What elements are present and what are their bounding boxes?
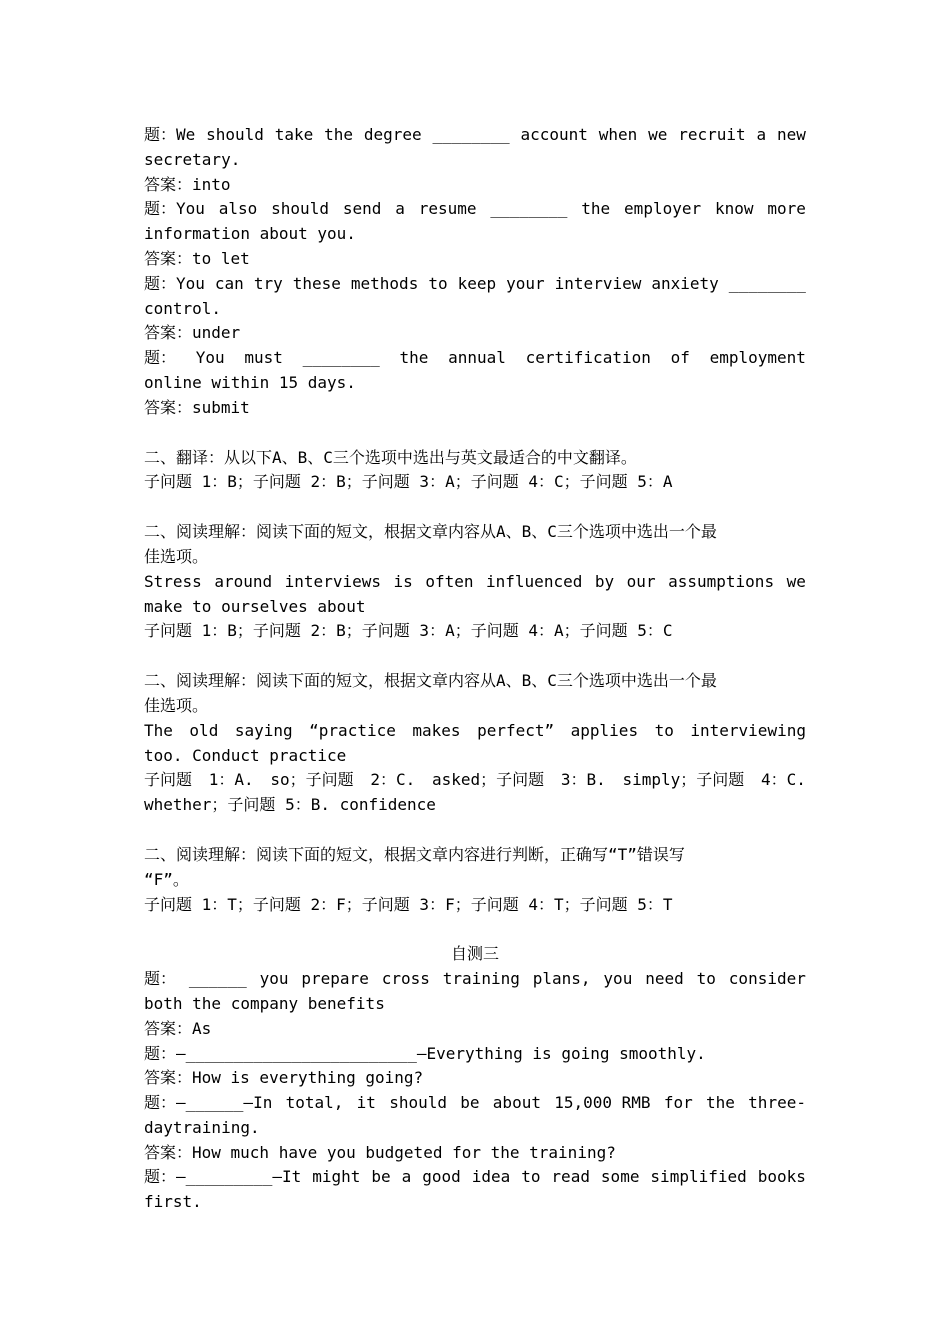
reading-3-heading-line-2: “F”。	[144, 869, 189, 889]
word: new	[776, 125, 806, 144]
question-1-line-1	[144, 123, 806, 148]
word: perfect”	[477, 720, 555, 740]
selftest-question-2: 题：—________________________—Everything is going smoothly.	[144, 1043, 706, 1063]
word: applies	[570, 720, 639, 740]
word: take	[274, 125, 314, 144]
selftest-question-4-line-1	[144, 1165, 806, 1190]
reading-2-answers-line-1	[144, 768, 806, 793]
word: old	[189, 720, 219, 740]
word: 题：	[144, 348, 177, 368]
word: our	[626, 571, 656, 591]
word: to	[428, 273, 448, 293]
word: makes	[412, 720, 461, 740]
word: influenced	[486, 571, 583, 591]
word: interviewing	[690, 720, 806, 740]
word: asked；子问题	[431, 770, 545, 790]
answer-4: 答案：submit	[144, 397, 250, 417]
word: ________	[728, 273, 806, 293]
word: 题：You	[144, 199, 205, 219]
word: 15,000 RMB	[554, 1093, 651, 1113]
word: interview	[554, 273, 642, 293]
word: the	[706, 1093, 735, 1113]
word: 子问题	[144, 770, 193, 790]
word: ________	[432, 125, 510, 144]
word: 题：	[144, 969, 177, 989]
word: simply；子问题	[622, 770, 745, 790]
question-4-line-2: online within 15 days.	[144, 372, 356, 392]
word: so；子问题	[270, 770, 354, 790]
word: total,	[285, 1093, 344, 1113]
selftest-question-3-line-1	[144, 1091, 806, 1116]
reading-1-heading-line-1: 二、阅读理解：阅读下面的短文，根据文章内容从A、B、C三个选项中选出一个最	[144, 522, 717, 542]
word: read	[551, 1167, 590, 1187]
selftest-title: 自测三	[450, 944, 499, 964]
reading-2-text-line-2: too. Conduct practice	[144, 745, 347, 765]
spacer	[144, 644, 806, 669]
word: when	[598, 125, 638, 144]
word: ______	[188, 969, 247, 989]
word: the	[581, 199, 611, 219]
word: simplified	[650, 1167, 747, 1187]
word: methods	[350, 273, 419, 293]
word: degree	[363, 125, 422, 144]
spacer	[144, 818, 806, 843]
reading-1-text-line-1	[144, 570, 806, 595]
word: plans,	[532, 969, 591, 989]
spacer	[144, 421, 806, 446]
word: need	[645, 969, 684, 989]
word: the	[399, 348, 429, 368]
question-3-line-2: control.	[144, 298, 222, 318]
word: to	[654, 720, 674, 740]
word: prepare	[301, 969, 369, 989]
question-2-line-1	[144, 197, 806, 222]
reading-1-answers: 子问题 1：B；子问题 2：B；子问题 3：A；子问题 4：A；子问题 5：C	[144, 621, 673, 641]
word: 题：We	[144, 125, 196, 144]
selftest-question-1-line-1	[144, 967, 806, 992]
word: you	[259, 969, 289, 989]
word: be	[371, 1167, 391, 1187]
selftest-question-3-line-2: daytraining.	[144, 1117, 260, 1137]
word: to	[521, 1167, 541, 1187]
reading-2-text-line-1	[144, 719, 806, 744]
word: we	[648, 125, 668, 144]
word: employer	[624, 199, 702, 219]
word: try	[253, 273, 283, 293]
word: 题：—______—In	[144, 1093, 273, 1113]
word: cross	[381, 969, 430, 989]
word: might	[312, 1167, 361, 1187]
spacer	[144, 495, 806, 520]
word: Stress	[144, 571, 202, 591]
word: ________	[302, 348, 380, 368]
word: certification	[525, 348, 651, 368]
word: a	[395, 199, 405, 219]
word: books	[757, 1167, 806, 1187]
word: 题：—_________—It	[144, 1167, 302, 1187]
answer-2: 答案：to let	[144, 248, 250, 268]
question-3-line-1	[144, 272, 806, 297]
word: it	[356, 1093, 376, 1113]
document-content	[144, 123, 806, 1215]
word: should	[271, 199, 329, 219]
reading-1-heading-line-2: 佳选项。	[144, 546, 209, 566]
word: employment	[709, 348, 806, 368]
reading-2-heading-line-1: 二、阅读理解：阅读下面的短文，根据文章内容从A、B、C三个选项中选出一个最	[144, 671, 717, 691]
word: 1：A.	[208, 770, 254, 790]
word: we	[786, 571, 806, 591]
word: 2：C.	[370, 770, 416, 790]
word: about	[492, 1093, 541, 1113]
word: assumptions	[668, 571, 775, 591]
word: good	[422, 1167, 461, 1187]
word: send	[342, 199, 382, 219]
word: training	[442, 969, 520, 989]
word: know	[714, 199, 754, 219]
reading-2-answers-line-2: whether；子问题 5：B. confidence	[144, 795, 436, 815]
word: interviews	[284, 571, 381, 591]
word: to	[696, 969, 716, 989]
word: be	[460, 1093, 480, 1113]
word: anxiety	[651, 273, 719, 293]
word: the	[324, 125, 354, 144]
word: three-	[748, 1093, 806, 1113]
translation-heading: 二、翻译：从以下A、B、C三个选项中选出与英文最适合的中文翻译。	[144, 447, 637, 467]
selftest-question-4-line-2: first.	[144, 1192, 202, 1212]
selftest-answer-3: 答案：How much have you budgeted for the training?	[144, 1142, 616, 1162]
word: annual	[448, 348, 506, 368]
word: “practice	[309, 720, 396, 740]
selftest-question-1-line-2: both the company benefits	[144, 993, 385, 1013]
word: saying	[234, 720, 293, 740]
word: should	[206, 125, 264, 144]
question-4-line-1	[144, 346, 806, 371]
answer-1: 答案：into	[144, 174, 231, 194]
word: 3：B.	[560, 770, 606, 790]
question-2-line-2: information about you.	[144, 224, 356, 244]
word: of	[670, 348, 690, 368]
word: ________	[490, 199, 568, 219]
word: also	[218, 199, 258, 219]
word: a	[756, 125, 767, 144]
word: You	[195, 348, 225, 368]
word: resume	[418, 199, 477, 219]
word: around	[214, 571, 273, 591]
selftest-answer-2: 答案：How is everything going?	[144, 1068, 424, 1088]
word: can	[214, 273, 244, 293]
word: 4：C.	[761, 770, 806, 790]
translation-answers: 子问题 1：B；子问题 2：B；子问题 3：A；子问题 4：C；子问题 5：A	[144, 472, 673, 492]
reading-2-heading-line-2: 佳选项。	[144, 695, 209, 715]
selftest-answer-1: 答案：As	[144, 1018, 212, 1038]
word: some	[600, 1167, 640, 1187]
word: account	[520, 125, 588, 144]
word: keep	[457, 273, 497, 293]
word: often	[425, 571, 474, 591]
word: recruit	[678, 125, 746, 144]
word: for	[663, 1093, 693, 1113]
question-1-line-2: secretary.	[144, 149, 241, 169]
word: The	[144, 720, 173, 740]
reading-3-answers: 子问题 1：T；子问题 2：F；子问题 3：F；子问题 4：T；子问题 5：T	[144, 894, 673, 914]
word: more	[767, 199, 806, 219]
word: consider	[728, 969, 806, 989]
word: by	[594, 571, 615, 591]
word: should	[389, 1093, 447, 1113]
word: must	[244, 348, 283, 368]
spacer	[144, 917, 806, 942]
word: you	[603, 969, 633, 989]
answer-3: 答案：under	[144, 323, 241, 343]
word: 题：You	[144, 273, 205, 293]
word: idea	[471, 1167, 511, 1187]
reading-3-heading-line-1: 二、阅读理解：阅读下面的短文，根据文章内容进行判断，正确写“T”错误写	[144, 844, 685, 864]
word: your	[506, 273, 545, 293]
word: these	[292, 273, 341, 293]
reading-1-text-line-2: make to ourselves about	[144, 596, 366, 616]
word: is	[393, 571, 413, 591]
word: a	[401, 1167, 412, 1187]
